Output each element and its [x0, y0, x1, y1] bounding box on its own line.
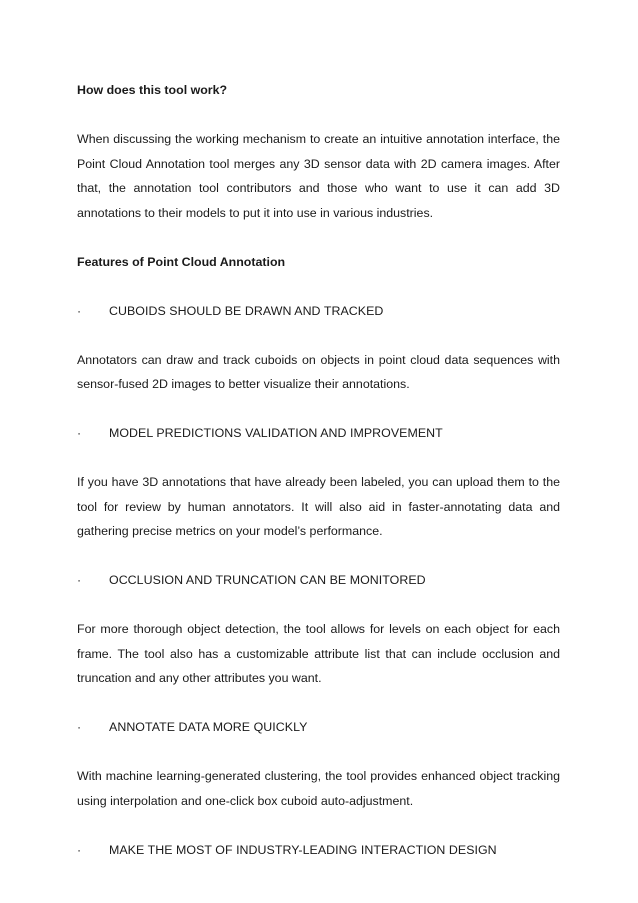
feature-title-interaction-design: [77, 838, 560, 863]
document-page: [77, 78, 560, 862]
feature-title-text: OCCLUSION AND TRUNCATION CAN BE MONITORED: [109, 573, 426, 587]
bullet-dot: ·: [77, 573, 82, 587]
bullet-dot: ·: [77, 720, 82, 734]
feature-title-text: CUBOIDS SHOULD BE DRAWN AND TRACKED: [109, 303, 384, 318]
bullet-dot: ·: [77, 426, 82, 440]
feature-title-text: ANNOTATE DATA MORE QUICKLY: [109, 720, 308, 734]
feature-title-cuboids: [77, 299, 560, 324]
bullet-dot: ·: [77, 303, 82, 318]
paragraph-how-it-works: When discussing the working mechanism to create an intuitive annotation interface, the Point Cloud Annotation tool merges any 3D sensor data with 2D camera images. After that, the annotation tool contributors and those who want to use it can add 3D annotations to their models to put it into use in various industries.: [77, 132, 560, 220]
feature-title-occlusion: [77, 568, 560, 593]
feature-body-cuboids: Annotators can draw and track cuboids on objects in point cloud data sequences with sensor-fused 2D images to better visualize their annotations.: [77, 352, 560, 391]
feature-body-model-predictions: If you have 3D annotations that have already been labeled, you can upload them to the tool for review by human annotators. It will also aid in faster-annotating data and gathering precise metrics on your model’s performance.: [77, 475, 560, 538]
feature-title-text: MAKE THE MOST OF INDUSTRY-LEADING INTERACTION DESIGN: [109, 842, 497, 857]
feature-body-occlusion: For more thorough object detection, the tool allows for levels on each object for each frame. The tool also has a customizable attribute list that can include occlusion and truncation and any other attributes you want.: [77, 622, 560, 685]
feature-title-model-predictions: [77, 421, 560, 446]
feature-body-annotate-quickly: With machine learning-generated clustering, the tool provides enhanced object tracking using interpolation and one-click box cuboid auto-adjustment.: [77, 769, 560, 808]
feature-title-annotate-quickly: [77, 715, 560, 740]
section-heading-how-it-works: How does this tool work?: [77, 83, 228, 97]
feature-title-text: MODEL PREDICTIONS VALIDATION AND IMPROVEMENT: [109, 426, 443, 440]
section-heading-features: Features of Point Cloud Annotation: [77, 254, 286, 269]
bullet-dot: ·: [77, 842, 82, 857]
